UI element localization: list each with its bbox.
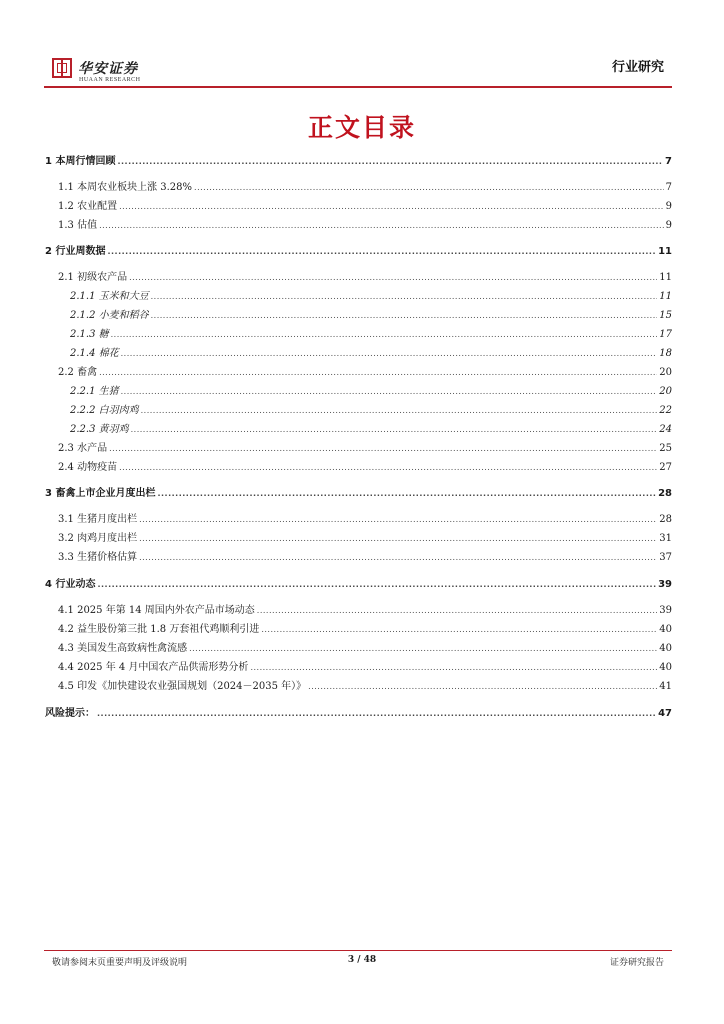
toc-entry[interactable] (58, 658, 672, 674)
toc-entry[interactable] (58, 529, 672, 545)
toc-entry-label: 1.3 估值 (58, 220, 98, 231)
toc-entry[interactable] (45, 484, 672, 500)
toc-entry-label: 2.1 初级农产品 (58, 272, 128, 283)
toc-entry-page: 24 (659, 424, 672, 435)
toc-entry-label: 4.2 益生股份第三批 1.8 万套祖代鸡顺利引进 (58, 624, 260, 635)
dot-leader (157, 489, 656, 498)
toc-entry[interactable] (58, 639, 672, 655)
dot-leader (121, 349, 658, 358)
toc-entry-page: 47 (658, 708, 672, 719)
toc-entry-label: 3.1 生猪月度出栏 (58, 514, 138, 525)
dot-leader (107, 247, 656, 256)
toc-entry-page: 40 (659, 624, 672, 635)
toc-entry-page: 41 (659, 681, 672, 692)
toc-entry[interactable] (58, 677, 672, 693)
toc-entry-label: 4.3 美国发生高致病性禽流感 (58, 643, 188, 654)
toc-entry-label: 4.5 印发《加快建设农业强国规划（2024－2035 年）》 (58, 681, 307, 692)
toc-entry[interactable] (70, 344, 672, 360)
dot-leader (129, 273, 657, 282)
toc-entry-page: 11 (659, 291, 672, 302)
toc-entry-page: 27 (659, 462, 672, 473)
toc-entry-page: 11 (659, 272, 672, 283)
toc-entry-label: 2.2.2 白羽肉鸡 (70, 405, 139, 416)
logo-text-en: HUAAN RESEARCH (79, 77, 141, 83)
dot-leader (139, 515, 657, 524)
toc-entry-label: 风险提示： (45, 708, 95, 719)
dot-leader (250, 663, 657, 672)
dot-leader (109, 444, 657, 453)
footer-disclaimer: 敬请参阅末页重要声明及评级说明 (52, 958, 188, 968)
toc-entry-label: 1 本周行情回顾 (45, 156, 116, 167)
toc-entry-page: 9 (665, 201, 672, 212)
dot-leader (131, 425, 658, 434)
toc-entry[interactable] (45, 704, 672, 720)
toc-entry-label: 2.1.3 糖 (70, 329, 109, 340)
toc-entry-label: 4 行业动态 (45, 579, 96, 590)
toc-entry[interactable] (58, 178, 672, 194)
toc-entry-page: 7 (665, 182, 672, 193)
toc-entry[interactable] (70, 401, 672, 417)
toc-entry[interactable] (70, 325, 672, 341)
dot-leader (117, 157, 663, 166)
toc-title: 正文目录 (307, 113, 416, 142)
toc-entry-page: 39 (658, 579, 672, 590)
toc-entry-label: 2.2.3 黄羽鸡 (70, 424, 129, 435)
toc-entry-page: 37 (659, 552, 672, 563)
toc-entry-page: 20 (659, 367, 672, 378)
footer-doc-type: 证券研究报告 (609, 958, 664, 968)
toc-entry[interactable] (70, 306, 672, 322)
dot-leader (121, 387, 658, 396)
dot-leader (99, 368, 657, 377)
toc-entry-label: 2.1.2 小麦和稻谷 (70, 310, 149, 321)
toc-entry[interactable] (58, 363, 672, 379)
toc-entry-label: 2.2.1 生猪 (70, 386, 119, 397)
toc-entry-page: 18 (659, 348, 672, 359)
toc-entry-page: 20 (659, 386, 672, 397)
toc-entry-label: 1.2 农业配置 (58, 201, 118, 212)
toc-entry[interactable] (58, 216, 672, 232)
toc-entry-label: 2.4 动物疫苗 (58, 462, 118, 473)
dot-leader (141, 406, 658, 415)
toc-entry[interactable] (58, 620, 672, 636)
toc-entry[interactable] (58, 458, 672, 474)
toc-entry-page: 31 (659, 533, 672, 544)
toc-entry[interactable] (58, 510, 672, 526)
huaan-logo-icon (52, 58, 72, 78)
toc-entry-label: 2.3 水产品 (58, 443, 108, 454)
toc-entry[interactable] (45, 575, 672, 591)
dot-leader (151, 311, 658, 320)
dot-leader (97, 580, 656, 589)
toc-entry[interactable] (70, 420, 672, 436)
toc-entry[interactable] (70, 382, 672, 398)
dot-leader (119, 202, 664, 211)
toc-entry-label: 2.2 畜禽 (58, 367, 98, 378)
toc-entry-page: 39 (659, 605, 672, 616)
footer-divider (44, 950, 672, 951)
toc-entry-page: 40 (659, 662, 672, 673)
page-number: 3 / 48 (347, 955, 377, 965)
toc-entry-page: 7 (665, 156, 672, 167)
toc-entry-page: 22 (659, 405, 672, 416)
toc-entry-label: 4.4 2025 年 4 月中国农产品供需形势分析 (58, 662, 249, 673)
toc-entry[interactable] (58, 439, 672, 455)
toc-entry[interactable] (58, 197, 672, 213)
toc-entry-label: 3.3 生猪价格估算 (58, 552, 138, 563)
dot-leader (261, 625, 657, 634)
report-category: 行业研究 (611, 60, 664, 75)
toc-entry[interactable] (58, 268, 672, 284)
toc-entry-label: 2.1.1 玉米和大豆 (70, 291, 149, 302)
toc-entry-label: 4.1 2025 年第 14 周国内外农产品市场动态 (58, 605, 255, 616)
dot-leader (139, 553, 657, 562)
toc-entry-page: 40 (659, 643, 672, 654)
toc-entry[interactable] (45, 242, 672, 258)
dot-leader (194, 183, 664, 192)
toc-entry-page: 28 (659, 514, 672, 525)
dot-leader (99, 221, 664, 230)
header-divider (44, 86, 672, 88)
toc-entry-label: 1.1 本周农业板块上涨 3.28% (58, 182, 193, 193)
toc-entry[interactable] (70, 287, 672, 303)
dot-leader (119, 463, 657, 472)
toc-entry-label: 2 行业周数据 (45, 246, 106, 257)
toc-entry-page: 15 (659, 310, 672, 321)
logo-text-cn: 华安证券 (78, 61, 138, 77)
toc-entry[interactable] (45, 152, 672, 168)
toc-entry-page: 17 (659, 329, 672, 340)
dot-leader (111, 330, 658, 339)
dot-leader (257, 606, 657, 615)
toc-entry-label: 2.1.4 棉花 (70, 348, 119, 359)
dot-leader (308, 682, 657, 691)
toc-entry-page: 9 (665, 220, 672, 231)
dot-leader (189, 644, 657, 653)
toc-entry-label: 3 畜禽上市企业月度出栏 (45, 488, 156, 499)
toc-entry-page: 11 (658, 246, 672, 257)
toc-entry[interactable] (58, 548, 672, 564)
toc-entry-page: 28 (658, 488, 672, 499)
page-header (0, 0, 724, 92)
dot-leader (139, 534, 657, 543)
dot-leader (151, 292, 658, 301)
toc-entry[interactable] (58, 601, 672, 617)
toc-entry-label: 3.2 肉鸡月度出栏 (58, 533, 138, 544)
dot-leader (97, 709, 656, 718)
toc-entry-page: 25 (659, 443, 672, 454)
